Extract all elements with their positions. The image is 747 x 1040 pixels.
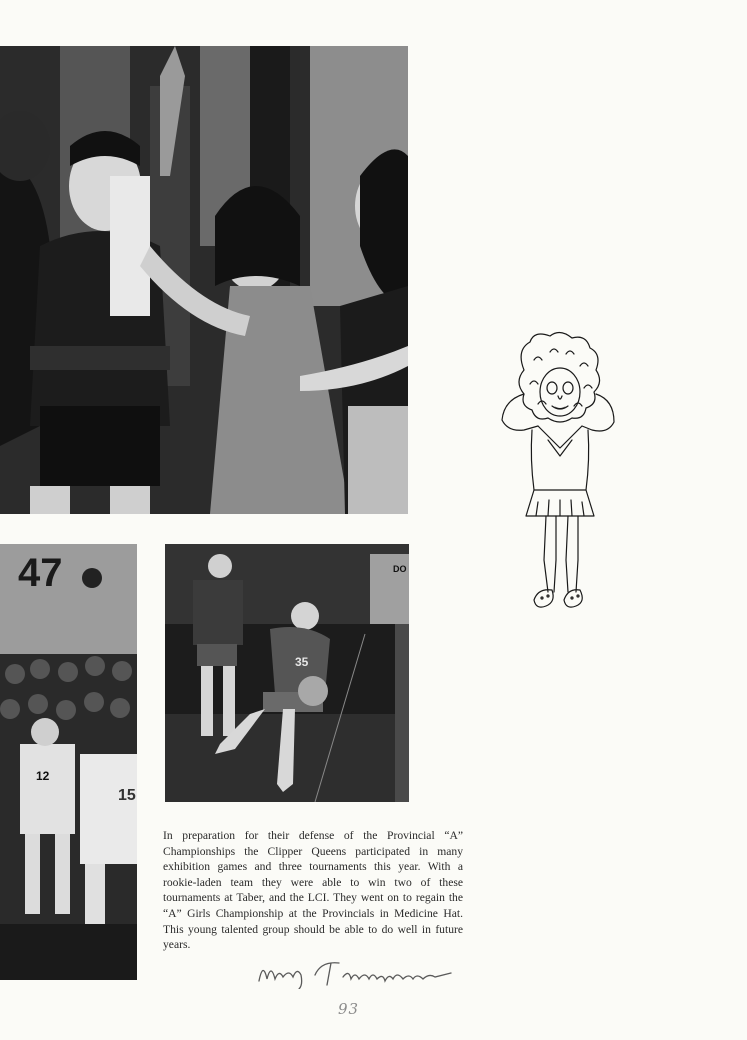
dribbling-player-image xyxy=(165,544,409,802)
cartoon-girl-drawing xyxy=(494,330,618,616)
jersey-number-35: 35 xyxy=(295,655,309,669)
trophy-presentation-image xyxy=(0,46,408,514)
article-caption: In preparation for their defense of the Provincial “A” Championships the Clipper Queens participated in many exhibition games and three tournaments this year. With a rookie-laden team they were able to win two of these tournaments at Taber, and the LCI. They went on to regain the “A” Girls Championship at the Provincials in Medicine Hat. This young talented group should be able to do well in future years. xyxy=(163,829,463,952)
wall-sign: DO xyxy=(393,564,407,574)
dribbling-player-photo xyxy=(165,544,409,802)
trophy-presentation-photo xyxy=(0,46,408,514)
crowd-game-photo xyxy=(0,544,137,980)
jersey-number-12: 12 xyxy=(36,769,50,783)
page-number: 93 xyxy=(338,1000,360,1018)
jersey-number-15: 15 xyxy=(118,787,136,804)
handwritten-signature xyxy=(255,955,455,989)
scoreboard-number: 47 xyxy=(18,551,63,595)
crowd-game-image xyxy=(0,544,137,980)
